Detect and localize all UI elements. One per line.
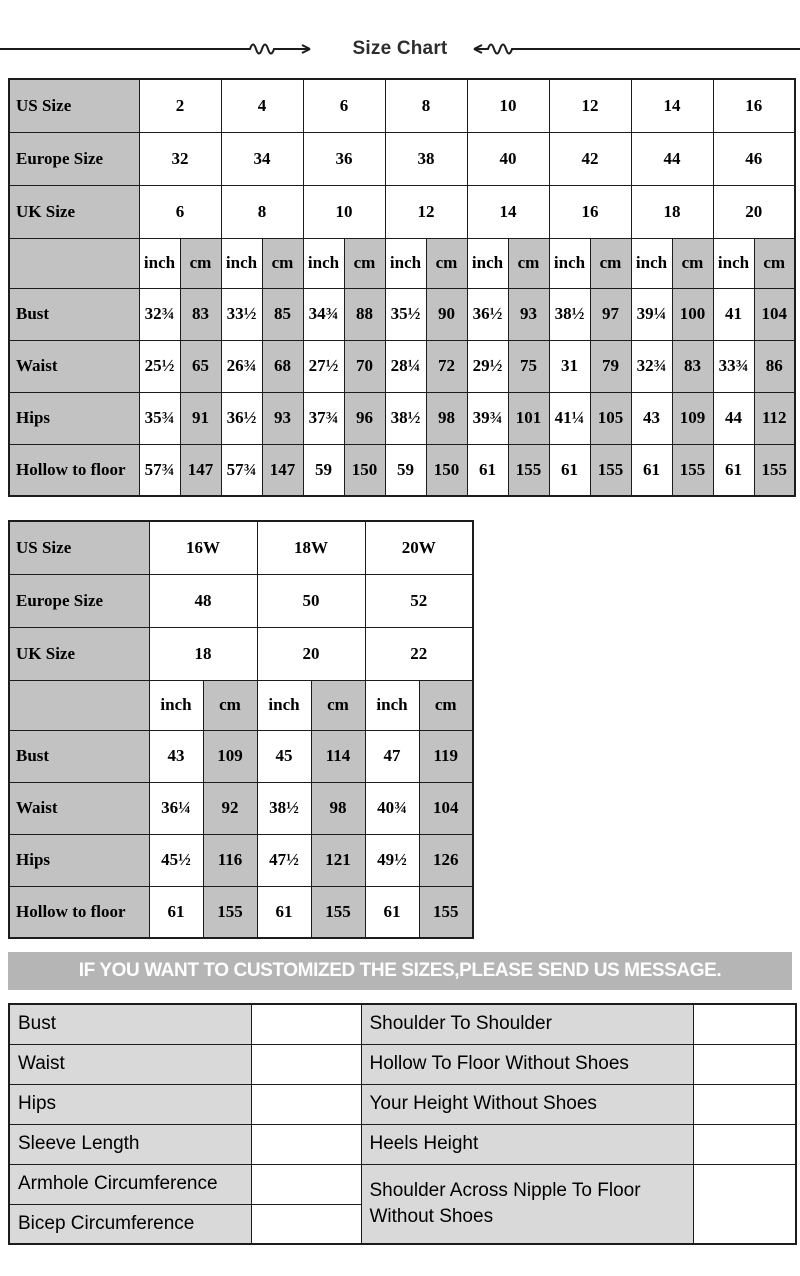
measure-row [9, 392, 795, 444]
size-value-cell: 46 [713, 132, 795, 185]
size-row [9, 521, 473, 574]
customization-banner: IF YOU WANT TO CUSTOMIZED THE SIZES,PLEASE SEND US MESSAGE. [8, 952, 792, 990]
measure-value-cell: 147 [180, 444, 221, 496]
measure-value-cell: 38½ [257, 782, 311, 834]
measure-value-cell: 47½ [257, 834, 311, 886]
measure-value-cell: 150 [426, 444, 467, 496]
unit-header-row [9, 238, 795, 288]
unit-header-cell: inch [303, 238, 344, 288]
measure-value-cell: 61 [149, 886, 203, 938]
size-value-cell: 14 [631, 79, 713, 132]
unit-header-cell: cm [311, 680, 365, 730]
unit-header-cell: inch [385, 238, 426, 288]
size-value-cell: 40 [467, 132, 549, 185]
measure-value-cell: 70 [344, 340, 385, 392]
size-value-cell: 12 [549, 79, 631, 132]
form-label: Your Height Without Shoes [361, 1084, 693, 1124]
empty-corner-cell [9, 238, 139, 288]
measure-value-cell: 93 [508, 288, 549, 340]
measure-value-cell: 155 [419, 886, 473, 938]
form-row [9, 1084, 796, 1124]
form-value-field [693, 1004, 796, 1044]
size-value-cell: 8 [221, 185, 303, 238]
measure-value-cell: 155 [754, 444, 795, 496]
size-value-cell: 2 [139, 79, 221, 132]
size-value-cell: 20 [257, 627, 365, 680]
measure-value-cell: 104 [754, 288, 795, 340]
measure-row [9, 288, 795, 340]
measure-value-cell: 96 [344, 392, 385, 444]
size-value-cell: 18W [257, 521, 365, 574]
size-value-cell: 16 [713, 79, 795, 132]
measure-value-cell: 47 [365, 730, 419, 782]
size-value-cell: 34 [221, 132, 303, 185]
measure-value-cell: 86 [754, 340, 795, 392]
unit-header-cell: inch [221, 238, 262, 288]
measure-value-cell: 29½ [467, 340, 508, 392]
measure-value-cell: 97 [590, 288, 631, 340]
size-value-cell: 18 [631, 185, 713, 238]
size-value-cell: 44 [631, 132, 713, 185]
size-row [9, 79, 795, 132]
size-value-cell: 10 [467, 79, 549, 132]
measure-value-cell: 37¾ [303, 392, 344, 444]
measure-row [9, 444, 795, 496]
size-value-cell: 4 [221, 79, 303, 132]
form-value-field [251, 1164, 361, 1204]
unit-header-cell: cm [180, 238, 221, 288]
measure-value-cell: 38½ [385, 392, 426, 444]
measure-value-cell: 32¾ [139, 288, 180, 340]
measure-value-cell: 65 [180, 340, 221, 392]
measure-value-cell: 41 [713, 288, 754, 340]
row-label: Bust [9, 730, 149, 782]
measure-value-cell: 150 [344, 444, 385, 496]
form-row [9, 1044, 796, 1084]
form-label: Waist [9, 1044, 251, 1084]
measure-value-cell: 57¾ [221, 444, 262, 496]
measure-value-cell: 61 [631, 444, 672, 496]
size-chart-table-regular [8, 78, 796, 497]
measure-value-cell: 39¾ [467, 392, 508, 444]
row-label: Bust [9, 288, 139, 340]
measure-value-cell: 61 [713, 444, 754, 496]
size-value-cell: 38 [385, 132, 467, 185]
form-label: Sleeve Length [9, 1124, 251, 1164]
form-value-field [693, 1084, 796, 1124]
row-label: Europe Size [9, 132, 139, 185]
measure-value-cell: 93 [262, 392, 303, 444]
measure-value-cell: 35¾ [139, 392, 180, 444]
wavy-arrow-left-icon [462, 41, 800, 57]
form-label: Heels Height [361, 1124, 693, 1164]
measure-value-cell: 38½ [549, 288, 590, 340]
size-value-cell: 16W [149, 521, 257, 574]
size-value-cell: 14 [467, 185, 549, 238]
size-value-cell: 16 [549, 185, 631, 238]
measure-value-cell: 61 [467, 444, 508, 496]
measure-value-cell: 27½ [303, 340, 344, 392]
measure-value-cell: 121 [311, 834, 365, 886]
unit-header-cell: inch [467, 238, 508, 288]
size-value-cell: 52 [365, 574, 473, 627]
form-label: Hips [9, 1084, 251, 1124]
size-value-cell: 6 [303, 79, 385, 132]
form-value-field [693, 1124, 796, 1164]
row-label: US Size [9, 79, 139, 132]
measure-value-cell: 92 [203, 782, 257, 834]
form-row [9, 1164, 796, 1204]
measure-value-cell: 155 [672, 444, 713, 496]
unit-header-cell: inch [365, 680, 419, 730]
measure-value-cell: 28¼ [385, 340, 426, 392]
size-value-cell: 20 [713, 185, 795, 238]
measure-value-cell: 100 [672, 288, 713, 340]
measure-value-cell: 57¾ [139, 444, 180, 496]
measure-value-cell: 32¾ [631, 340, 672, 392]
row-label: Hips [9, 834, 149, 886]
measure-value-cell: 119 [419, 730, 473, 782]
unit-header-row [9, 680, 473, 730]
measure-value-cell: 59 [303, 444, 344, 496]
measure-value-cell: 104 [419, 782, 473, 834]
measure-value-cell: 116 [203, 834, 257, 886]
measure-value-cell: 61 [549, 444, 590, 496]
measure-value-cell: 155 [203, 886, 257, 938]
measure-value-cell: 105 [590, 392, 631, 444]
form-row [9, 1124, 796, 1164]
unit-header-cell: cm [426, 238, 467, 288]
empty-corner-cell [9, 680, 149, 730]
measure-value-cell: 33½ [221, 288, 262, 340]
unit-header-cell: cm [508, 238, 549, 288]
unit-header-cell: cm [344, 238, 385, 288]
measure-value-cell: 36½ [467, 288, 508, 340]
form-value-field [251, 1084, 361, 1124]
size-value-cell: 20W [365, 521, 473, 574]
unit-header-cell: inch [549, 238, 590, 288]
measure-value-cell: 49½ [365, 834, 419, 886]
unit-header-cell: cm [203, 680, 257, 730]
measure-value-cell: 43 [149, 730, 203, 782]
form-value-field [693, 1044, 796, 1084]
row-label: Hips [9, 392, 139, 444]
form-label: Bust [9, 1004, 251, 1044]
row-label: Waist [9, 782, 149, 834]
unit-header-cell: cm [262, 238, 303, 288]
form-value-field [251, 1044, 361, 1084]
unit-header-cell: cm [754, 238, 795, 288]
unit-header-cell: cm [590, 238, 631, 288]
measure-value-cell: 44 [713, 392, 754, 444]
size-value-cell: 50 [257, 574, 365, 627]
form-row [9, 1004, 796, 1044]
size-value-cell: 36 [303, 132, 385, 185]
measure-value-cell: 41¼ [549, 392, 590, 444]
measure-row [9, 886, 473, 938]
measure-value-cell: 109 [203, 730, 257, 782]
measure-value-cell: 85 [262, 288, 303, 340]
measure-value-cell: 112 [754, 392, 795, 444]
page-title: Size Chart [352, 38, 448, 59]
measure-value-cell: 75 [508, 340, 549, 392]
measure-value-cell: 45 [257, 730, 311, 782]
size-value-cell: 22 [365, 627, 473, 680]
measure-value-cell: 61 [257, 886, 311, 938]
unit-header-cell: inch [149, 680, 203, 730]
form-value-field [251, 1124, 361, 1164]
measure-value-cell: 34¾ [303, 288, 344, 340]
measure-value-cell: 68 [262, 340, 303, 392]
row-label: UK Size [9, 627, 149, 680]
row-label: Hollow to floor [9, 886, 149, 938]
row-label: Europe Size [9, 574, 149, 627]
size-row [9, 627, 473, 680]
form-value-field [251, 1204, 361, 1244]
measure-value-cell: 43 [631, 392, 672, 444]
page-header [0, 38, 800, 64]
measure-value-cell: 126 [419, 834, 473, 886]
form-label: Armhole Circumference [9, 1164, 251, 1204]
measure-value-cell: 98 [426, 392, 467, 444]
form-label: Hollow To Floor Without Shoes [361, 1044, 693, 1084]
size-chart-table-plus [8, 520, 474, 939]
form-label: Shoulder To Shoulder [361, 1004, 693, 1044]
measure-value-cell: 33¾ [713, 340, 754, 392]
measure-value-cell: 26¾ [221, 340, 262, 392]
measure-value-cell: 98 [311, 782, 365, 834]
measurement-form-table [8, 1003, 797, 1245]
measure-value-cell: 101 [508, 392, 549, 444]
measure-value-cell: 31 [549, 340, 590, 392]
form-label: Shoulder Across Nipple To Floor Without Shoes [361, 1164, 693, 1244]
unit-header-cell: inch [631, 238, 672, 288]
measure-row [9, 340, 795, 392]
size-row [9, 132, 795, 185]
measure-value-cell: 40¾ [365, 782, 419, 834]
measure-value-cell: 90 [426, 288, 467, 340]
form-label: Bicep Circumference [9, 1204, 251, 1244]
unit-header-cell: cm [672, 238, 713, 288]
measure-row [9, 782, 473, 834]
measure-value-cell: 83 [180, 288, 221, 340]
measure-value-cell: 114 [311, 730, 365, 782]
measure-value-cell: 88 [344, 288, 385, 340]
measure-value-cell: 25½ [139, 340, 180, 392]
form-value-field [251, 1004, 361, 1044]
row-label: Waist [9, 340, 139, 392]
size-value-cell: 42 [549, 132, 631, 185]
measure-value-cell: 36½ [221, 392, 262, 444]
size-value-cell: 10 [303, 185, 385, 238]
measure-value-cell: 61 [365, 886, 419, 938]
row-label: US Size [9, 521, 149, 574]
measure-value-cell: 83 [672, 340, 713, 392]
measure-value-cell: 79 [590, 340, 631, 392]
size-value-cell: 12 [385, 185, 467, 238]
unit-header-cell: inch [713, 238, 754, 288]
measure-value-cell: 59 [385, 444, 426, 496]
unit-header-cell: inch [139, 238, 180, 288]
measure-value-cell: 91 [180, 392, 221, 444]
size-row [9, 185, 795, 238]
size-value-cell: 8 [385, 79, 467, 132]
measure-row [9, 730, 473, 782]
unit-header-cell: inch [257, 680, 311, 730]
size-value-cell: 48 [149, 574, 257, 627]
form-value-field [693, 1164, 796, 1244]
measure-value-cell: 45½ [149, 834, 203, 886]
row-label: UK Size [9, 185, 139, 238]
measure-value-cell: 155 [590, 444, 631, 496]
measure-value-cell: 155 [508, 444, 549, 496]
measure-row [9, 834, 473, 886]
measure-value-cell: 155 [311, 886, 365, 938]
measure-value-cell: 72 [426, 340, 467, 392]
size-row [9, 574, 473, 627]
size-value-cell: 18 [149, 627, 257, 680]
row-label: Hollow to floor [9, 444, 139, 496]
unit-header-cell: cm [419, 680, 473, 730]
measure-value-cell: 109 [672, 392, 713, 444]
measure-value-cell: 147 [262, 444, 303, 496]
measure-value-cell: 36¼ [149, 782, 203, 834]
measure-value-cell: 39¼ [631, 288, 672, 340]
size-value-cell: 6 [139, 185, 221, 238]
size-value-cell: 32 [139, 132, 221, 185]
measure-value-cell: 35½ [385, 288, 426, 340]
